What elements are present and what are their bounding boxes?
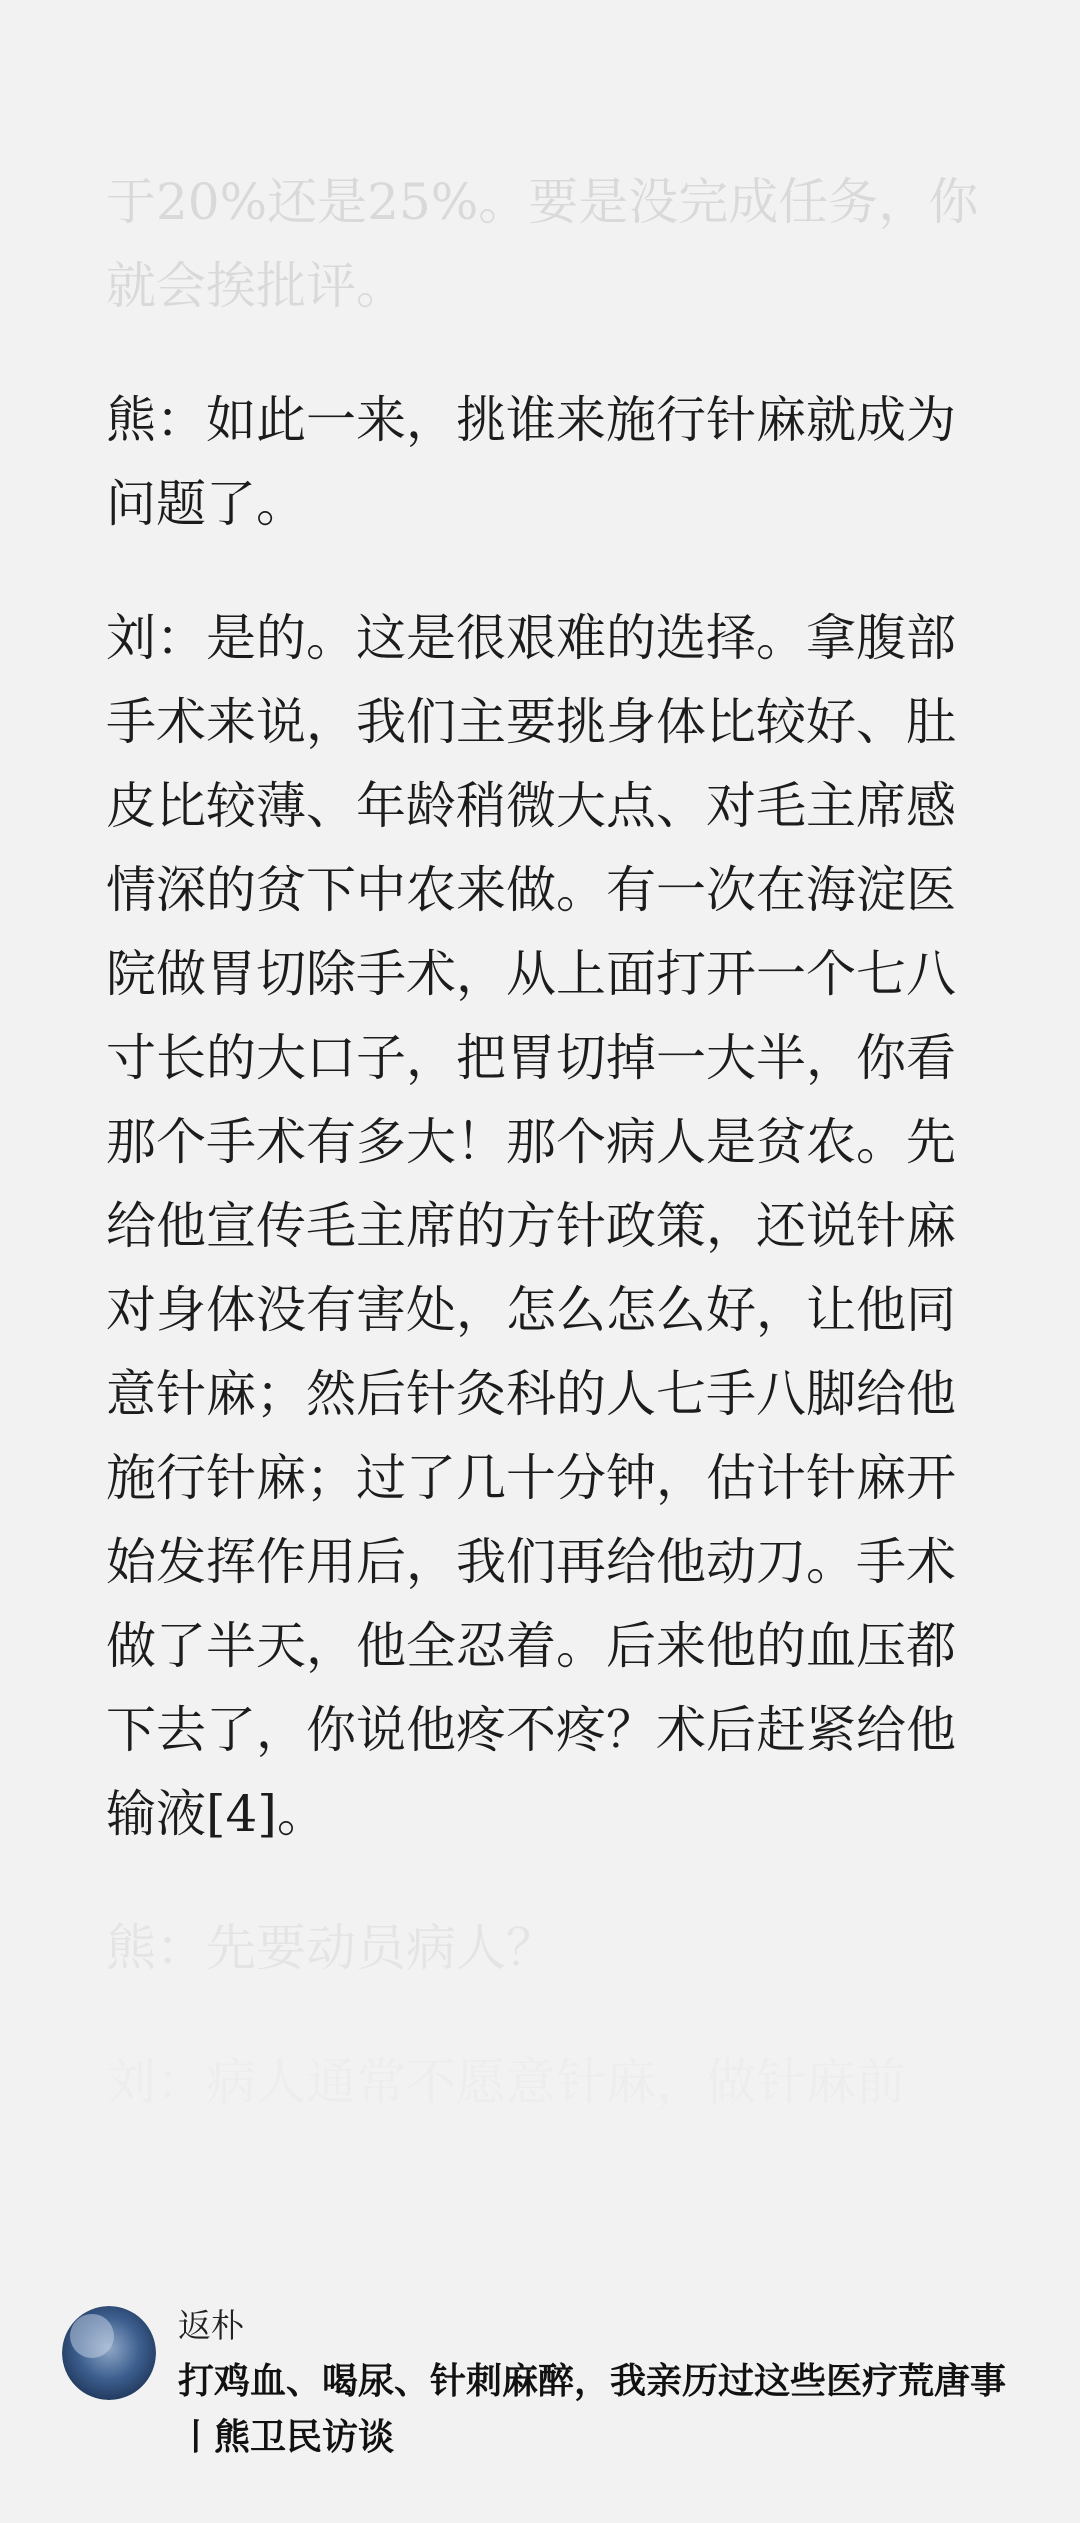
paragraph-xiong-question: 熊：如此一来，挑谁来施行针麻就成为问题了。 <box>106 391 956 533</box>
paragraph-faded-top: 于20%还是25%。要是没完成任务，你就会挨批评。 <box>106 173 979 315</box>
source-account-name[interactable]: 返朴 <box>178 2306 244 2345</box>
source-article-title[interactable]: 打鸡血、喝尿、针刺麻醉，我亲历过这些医疗荒唐事丨熊卫民访谈 <box>178 2361 1007 2458</box>
article-body <box>106 160 986 2174</box>
paragraph-faded-xiong: 熊：先要动员病人？ <box>106 1919 556 1977</box>
paragraph-faded-liu: 刘：病人通常不愿意针麻，做针麻前 <box>106 2053 906 2111</box>
avatar-image <box>62 2306 156 2400</box>
fanpu-logo-avatar[interactable] <box>62 2306 156 2400</box>
paragraph-liu-answer: 刘：是的。这是很艰难的选择。拿腹部手术来说，我们主要挑身体比较好、肚皮比较薄、年龄稍微大点、对毛主席感情深的贫下中农来做。有一次在海淀医院做胃切除手术，从上面打开一个七八寸长的大口子，把胃切掉一大半，你看那个手术有多大！那个病人是贫农。先给他宣传毛主席的方针政策，还说针麻对身体没有害处，怎么怎么好，让他同意针麻；然后针灸科的人七手八脚给他施行针麻；过了几十分钟，估计针麻开始发挥作用后，我们再给他动刀。手术做了半天，他全忍着。后来他的血压都下去了，你说他疼不疼？术后赶紧给他输液[4]。 <box>106 609 956 1843</box>
source-card[interactable] <box>0 2290 1080 2490</box>
